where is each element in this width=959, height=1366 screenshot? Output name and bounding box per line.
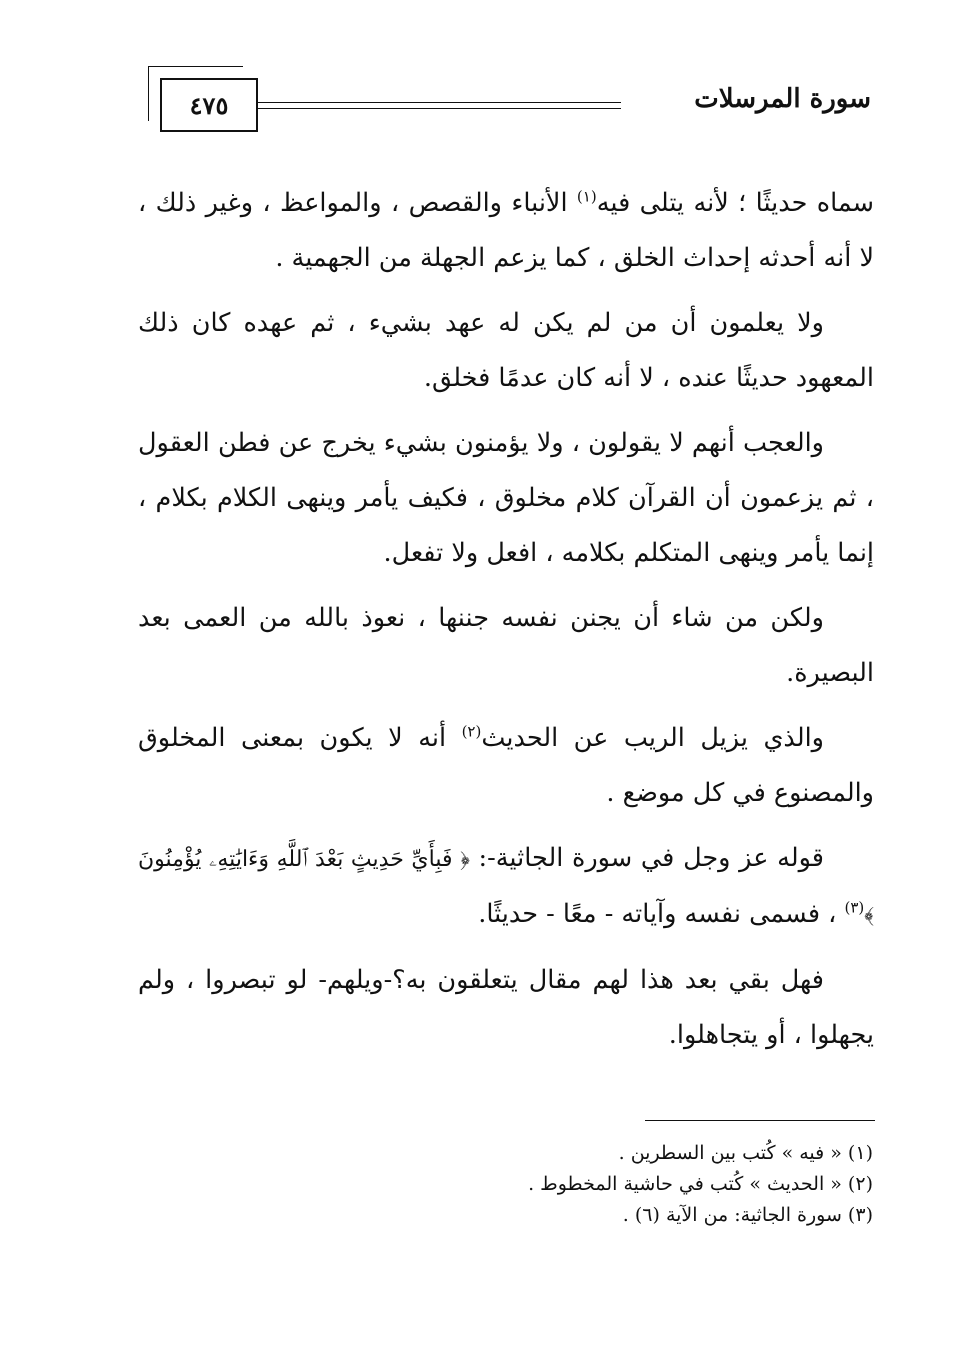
paragraph bbox=[138, 831, 874, 943]
footnote-marker: (١) bbox=[576, 187, 597, 206]
paragraph-text: فهل بقي بعد هذا لهم مقال يتعلقون به؟-ويلهم- لو تبصروا ، ولم يجهلوا ، أو يتجاهلوا. bbox=[138, 965, 874, 1050]
paragraph bbox=[138, 711, 874, 821]
footnote-1: (١) « فيه » كُتب بين السطرين . bbox=[618, 1142, 873, 1164]
paragraph bbox=[138, 296, 874, 406]
paragraph-text: سماه حديثًا ؛ لأنه يتلى فيه bbox=[596, 188, 874, 218]
paragraph bbox=[138, 176, 874, 286]
paragraph bbox=[138, 416, 874, 581]
footnotes bbox=[373, 1138, 873, 1231]
paragraph-text: أنه لا يكون بمعنى المخلوق والمصنوع في كل موضع . bbox=[138, 723, 874, 808]
paragraph-text: والذي يزيل الريب عن الحديث bbox=[481, 723, 824, 753]
surah-title: سورة المرسلات bbox=[694, 84, 871, 114]
paragraph-text: والعجب أنهم لا يقولون ، ولا يؤمنون بشيء يخرج عن فطن العقول ، ثم يزعمون أن القرآن كلام مخلوق ، فكيف يأمر وينهى الكلام بكلام ، إنما يأمر وينهى المتكلم بكلامه ، افعل ولا تفعل. bbox=[138, 428, 874, 568]
paragraph-text: ، فسمى نفسه وآياته - معًا - حديثًا. bbox=[478, 899, 845, 929]
footnote-marker: (٣) bbox=[844, 898, 865, 917]
footnote-separator bbox=[645, 1120, 875, 1121]
footnote-marker: (٢) bbox=[461, 722, 482, 741]
paragraph bbox=[138, 953, 874, 1063]
quran-verse: ﴿ فَبِأَيِّ حَدِيثٍ بَعْدَ ٱللَّهِ وَءَايَٰتِهِۦ يُؤْمِنُونَ ﴾ bbox=[138, 847, 874, 928]
main-text bbox=[138, 176, 874, 1073]
page-number-box bbox=[160, 78, 258, 132]
paragraph-text: قوله عز وجل في سورة الجاثية-: bbox=[469, 843, 824, 873]
page-number: ٤٧٥ bbox=[189, 90, 229, 120]
footnote-3: (٣) سورة الجاثية: من الآية (٦) . bbox=[622, 1204, 873, 1226]
header-double-rule bbox=[258, 102, 621, 109]
paragraph-text: ولكن من شاء أن يجنن نفسه جننها ، نعوذ بالله من العمى بعد البصيرة. bbox=[138, 603, 874, 688]
paragraph-text: ولا يعلمون أن من لم يكن له عهد بشيء ، ثم عهده كان ذلك المعهود حديثًا عنده ، لا أنه كان عدمًا فخلق. bbox=[138, 308, 874, 393]
paragraph-text: الأنباء والقصص ، والمواعظ ، وغير ذلك ، لا أنه أحدثه إحداث الخلق ، كما يزعم الجهلة من الجهمية . bbox=[138, 188, 874, 273]
paragraph bbox=[138, 591, 874, 701]
footnote-2: (٢) « الحديث » كُتب في حاشية المخطوط . bbox=[528, 1173, 873, 1195]
